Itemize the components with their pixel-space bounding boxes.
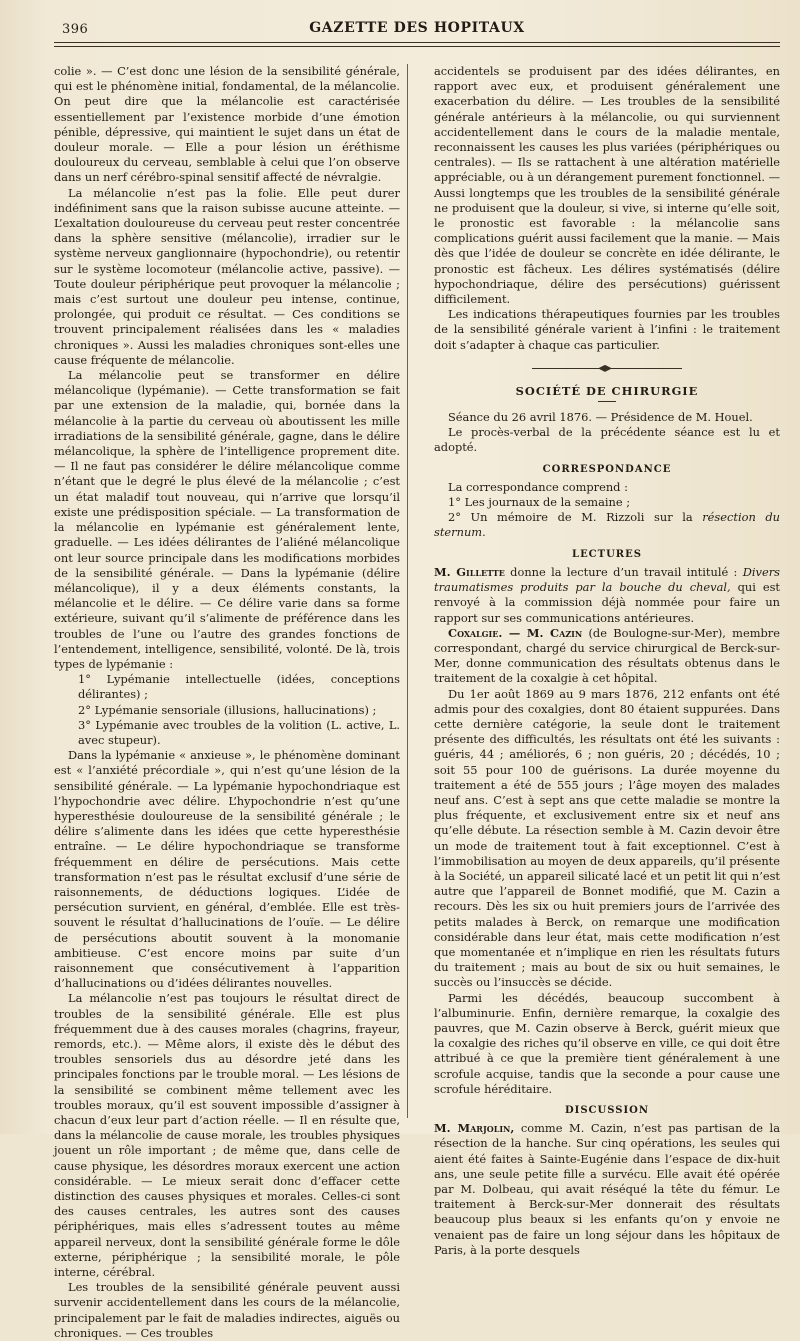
page-number: 396 — [62, 22, 89, 37]
paragraph: Les indications thérapeutiques fournies par les troubles de la sensibilité générale varient à l’infini : le traitement doit s’adapter à chaque cas particulier. — [434, 307, 780, 352]
ornament-divider — [532, 365, 682, 372]
paragraph: La mélancolie n’est pas la folie. Elle peut durer indéfiniment sans que la raison subisse aucune atteinte. — L’exaltation douloureuse du cerveau peut rester concentrée dans la sphère sensitive (mélancolie), irradier sur le système nerveux ganglionnaire (hypochondrie), ou retentir sur le système locomoteur (mélancolie active, passive). — Toute douleur périphérique peut provoquer la mélancolie ; mais c’est surtout une douleur peu intense, continue, prolongée, qui produit ce résultat. — Ces conditions se trouvent principalement réalisées dans les « maladies chroniques ». Aussi les maladies chroniques sont-elles une cause fréquente de mélancolie. — [54, 185, 400, 367]
speaker-name: M. Marjolin, — [434, 1121, 515, 1136]
right-column — [434, 64, 780, 1257]
topic-heading: Coxalgie. — M. Cazin — [448, 625, 583, 640]
paragraph — [434, 565, 780, 626]
paragraph: accidentels se produisent par des idées délirantes, en rapport avec eux, et produisent généralement une exacerbation du délire. — Les troubles de la sensibilité générale antérieurs à la mélancolie, ou qui surviennent accidentellement dans le cours de la maladie mentale, reconnaissent les causes les plus variées (périphériques ou centrales). — Ils se rattachent à une altération matérielle appréciable, ou à un dérangement purement fonctionnel. — Aussi longtemps que les troubles de la sensibilité générale ne produisent que la douleur, si vive, si interne qu’elle soit, le pronostic est favorable : la mélancolie sans complications guérit aussi facilement que la manie. — Mais dès que l’idée de douleur se concrète en idée délirante, le pronostic est fâcheux. Les délires systématisés (délire hypochondriaque, délire des persécutions) guérissent difficilement. — [434, 64, 780, 307]
text-run: 2° Un mémoire de M. Rizzoli sur la — [448, 510, 703, 525]
subsection-title: CORRESPONDANCE — [542, 463, 672, 475]
list-item: 2° Lypémanie sensoriale (illusions, hallucinations) ; — [78, 702, 377, 717]
list-item: 1° Les journaux de la semaine ; — [448, 495, 631, 510]
diamond-ornament-icon — [598, 365, 612, 372]
header-rule — [54, 42, 780, 47]
list-item — [434, 510, 780, 540]
paragraph: La mélancolie n’est pas toujours le résultat direct de troubles de la sensibilité générale. Elle est plus fréquemment due à des causes morales (chagrins, frayeur, remords, etc.). — Même alors, il existe dès le début des troubles sensoriels dus au désordre jeté dans les principales fonctions par le trouble moral. — Les lésions de la sensibilité se combinent même tellement avec les troubles moraux, qu’il est souvent impossible d’assigner à chacun d’eux leur part d’action réelle. — Il en résulte que, dans la mélancolie de cause morale, les troubles physiques jouent un rôle important ; de même que, dans celle de cause physique, les désordres moraux exercent une action considérable. — Le mieux serait donc d’effacer cette distinction des causes physiques et morales. Celles-ci sont des causes centrales, les autres sont des causes périphériques, mais elles s’adressent toutes au même appareil nerveux, dont la sensibilité générale forme le dôle externe, périphérique ; la sensibilité morale, le pôle interne, cérébral. — [54, 991, 400, 1280]
paragraph: Du 1er août 1869 au 9 mars 1876, 212 enfants ont été admis pour des coxalgies, dont 80 étaient suppurées. Dans cette dernière catégorie, la seule dont le traitement présente des difficultés, les résultats ont été les suivants : guéris, 44 ; améliorés, 6 ; non guéris, 20 ; décédés, 10 ; soit 55 pour 100 de guérisons. La durée moyenne du traitement a été de 555 jours ; l’âge moyen des malades neuf ans. C’est à sept ans que cette maladie se montre la plus fréquente, et exclusivement entre six et neuf ans qu’elle débute. La résection semble à M. Cazin devoir être un mode de traitement tout à fait exceptionnel. C’est à l’immobilisation au moyen de deux appareils, qu’il présente à la Société, un appareil silicaté lacé et un petit lit qui n’est autre que l’appareil de Bonnet modifié, que M. Cazin a recours. Dès les six ou huit premiers jours de l’arrivée des petits malades à Berck, on remarque une modification considérable dans leur état, mais cette modification n’est que momentanée et n’implique en rien les résultats futurs du traitement ; mais au bout de six ou huit semaines, le succès ou l’insuccès se décide. — [434, 686, 780, 990]
italic-title: résection du sternum. — [434, 510, 780, 540]
paragraph: La mélancolie peut se transformer en délire mélancolique (lypémanie). — Cette transformation se fait par une extension de la maladie, qui, bornée dans la mélancolie à la partie du cerveau où aboutissent les mille irradiations de la sensibilité générale, gagne, dans le délire mélancolique, la sphère de l’intelligence proprement dite. — Il ne faut pas considérer le délire mélancolique comme n’étant que le degré le plus élevé de la mélancolie ; c’est un état maladif tout nouveau, qui n’arrive que lorsqu’il existe une prédisposition spéciale. — La transformation de la mélancolie en lypémanie est généralement lente, graduelle. — Les idées délirantes de l’aliéné mélancolique ont leur source principale dans les modifications morbides de la sensibilité générale. — Dans la lypémanie (délire mélancolique), il y a deux éléments constants, la mélancolie et le délire. — Ce délire varie dans sa forme extérieure, suivant qu’il s’alimente de préférence dans les troubles de l’une ou l’autre des grandes fonctions de l’entendement, intelligence, sensibilité, volonté. De là, trois types de lypémanie : — [54, 368, 400, 671]
text-run: (de Boulogne-sur-Mer), membre correspondant, chargé du service chirurgical de Berck-sur-Mer, donne communication des résultats obtenus dans le traitement de la coxalgie à cet hôpital. — [434, 625, 780, 686]
text-run: qui est renvoyé à la commission déjà nommée pour faire un rapport sur ses communications antérieures. — [434, 580, 780, 625]
short-rule — [598, 401, 616, 402]
paragraph: La correspondance comprend : — [448, 479, 628, 494]
running-title: GAZETTE DES HOPITAUX — [309, 20, 525, 36]
text-run: comme M. Cazin, n’est pas partisan de la résection de la hanche. Sur cinq opérations, les seules qui aient été faites à Sainte-Eugénie dans l’espace de dix-huit ans, une seule petite fille a survécu. Elle avait été opérée par M. Dolbeau, qui avait réséqué la tête du fémur. Le traitement à Berck-sur-Mer donnerait des résultats beaucoup plus beaux si les enfants qu’on y envoie ne venaient pas de faire un long séjour dans les hôpitaux de Paris, à la porte desquels — [434, 1121, 780, 1257]
subsection-title: LECTURES — [572, 548, 642, 560]
paragraph: Parmi les décédés, beaucoup succombent à l’albuminurie. Enfin, dernière remarque, la coxalgie des pauvres, que M. Cazin observe à Berck, guérit mieux que la coxalgie des riches qu’il observe en ville, ce qui doit être attribué à ce que la première tient généralement à une scrofule acquise, tandis que la seconde a pour cause une scrofule héréditaire. — [434, 990, 780, 1096]
paragraph: Les troubles de la sensibilité générale peuvent aussi survenir accidentellement dans les cours de la mélancolie, principalement par le fait de maladies indirectes, aiguës ou chroniques. — Ces troubles — [54, 1280, 400, 1340]
paragraph: Le procès-verbal de la précédente séance est lu et adopté. — [434, 425, 780, 455]
column-divider — [407, 64, 408, 1118]
two-column-body — [54, 64, 780, 1340]
left-column — [54, 64, 400, 1340]
seance-line: Séance du 26 avril 1876. — Présidence de M. Houel. — [448, 410, 753, 425]
italic-title: Divers traumatismes produits par la bouche du cheval, — [434, 564, 780, 595]
speaker-name: M. Gillette — [434, 564, 505, 579]
text-run: donne la lecture d’un travail intitulé : — [504, 564, 743, 579]
list-item: 1° Lypémanie intellectuelle (idées, conceptions délirantes) ; — [78, 672, 400, 702]
list-item: 3° Lypémanie avec troubles de la volition (L. active, L. avec stupeur). — [78, 717, 400, 747]
paragraph — [434, 626, 780, 687]
paragraph: colie ». — C’est donc une lésion de la sensibilité générale, qui est le phénomène initial, fondamental, de la mélancolie. On peut dire que la mélancolie est caractérisée essentiellement par l’existence morbide d’une émotion pénible, dépressive, qui maintient le sujet dans un état de douleur morale. — Elle a pour lésion un éréthisme douloureux du cerveau, semblable à celui que l’on observe dans un nerf cérébro-spinal sensitif affecté de névralgie. — [54, 64, 400, 185]
subsection-title: DISCUSSION — [564, 1105, 649, 1116]
paragraph: Dans la lypémanie « anxieuse », le phénomène dominant est « l’anxiété précordiale », qui n’est qu’une lésion de la sensibilité générale. — La lypémanie hypochondriaque est l’hypochondrie avec délire. L’hypochondrie n’est qu’une hyperesthésie douloureuse de la sensibilité générale ; le délire s’alimente dans les idées que cette hyperesthésie entraîne. — Le délire hypochondriaque se transforme fréquemment en délire de persécutions. Mais cette transformation n’est pas le résultat exclusif d’une série de raisonnements, de déductions logiques. L’idée de persécution survient, en général, d’emblée. Elle est très-souvent le résultat d’hallucinations de l’ouïe. — Le délire de persécutions aboutit souvent à la monomanie ambitieuse. C’est encore moins par suite d’un raisonnement que consécutivement à l’apparition d’hallucinations ou d’idées délirantes nouvelles. — [54, 748, 400, 991]
paragraph — [434, 1121, 780, 1258]
page-header — [54, 0, 780, 46]
section-title: SOCIÉTÉ DE CHIRURGIE — [515, 383, 699, 398]
